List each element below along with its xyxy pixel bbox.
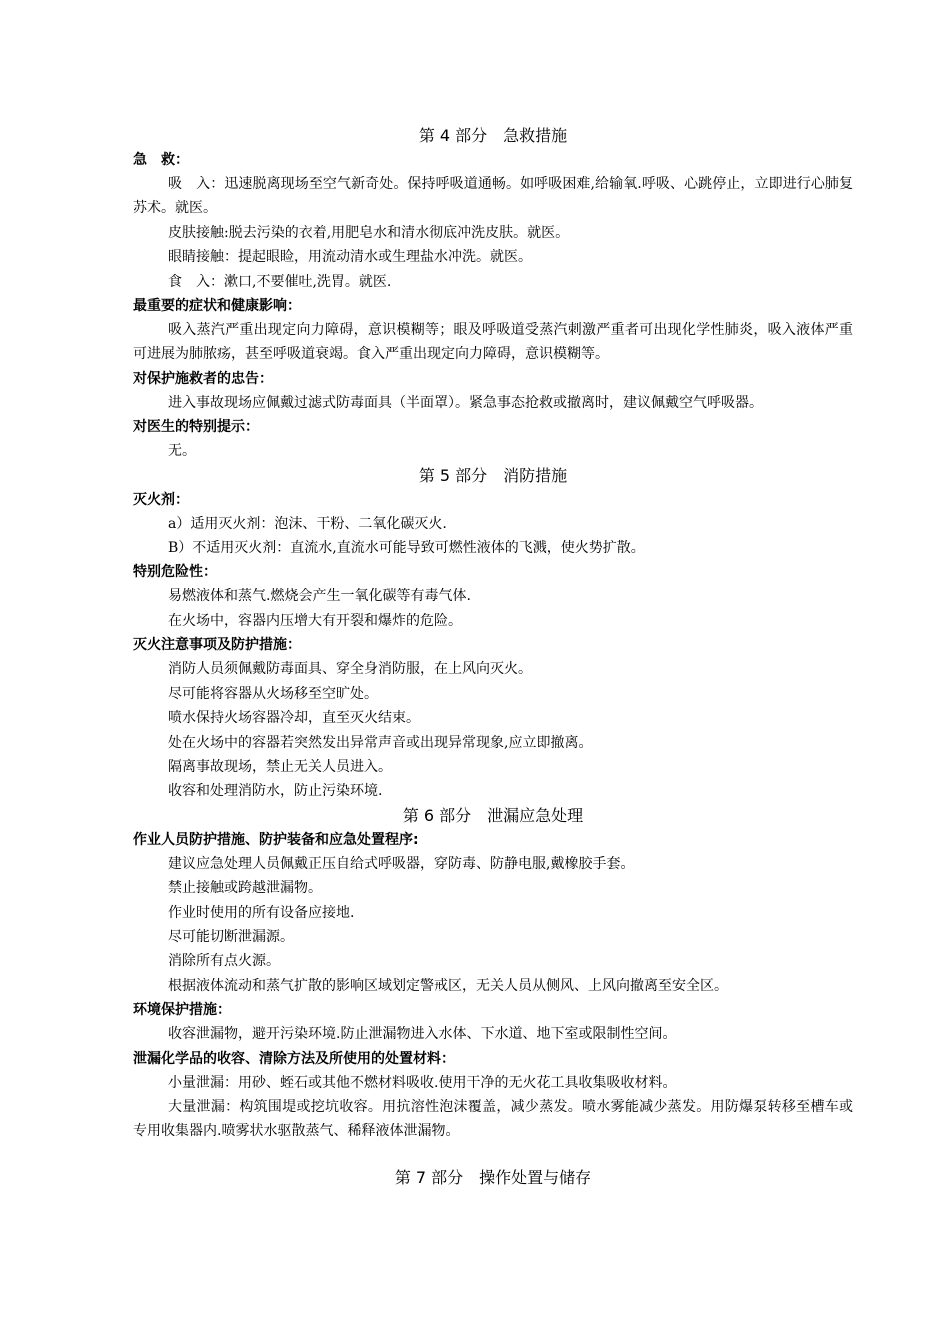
subsection-heading: 特别危险性：	[133, 564, 217, 581]
paragraph: 作业时使用的所有设备应接地.	[168, 904, 355, 921]
subsection-heading: 作业人员防护措施、防护装备和应急处置程序:	[133, 831, 419, 848]
subsection-heading: 急 救：	[133, 152, 189, 168]
paragraph: 禁止接触或跨越泄漏物。	[168, 880, 322, 897]
paragraph: 处在火场中的容器若突然发出异常声音或出现异常现象,应立即撤离。	[168, 734, 593, 751]
subsection-heading: 泄漏化学品的收容、清除方法及所使用的处置材料：	[133, 1050, 455, 1067]
paragraph: 建议应急处理人员佩戴正压自给式呼吸器，穿防毒、防静电服,戴橡胶手套。	[168, 855, 635, 872]
section-title: 第 4 部分 急救措施	[418, 126, 568, 145]
paragraph: 尽可能将容器从火场移至空旷处。	[168, 685, 378, 702]
section-title: 第 5 部分 消防措施	[418, 465, 568, 485]
paragraph: 小量泄漏：用砂、蛭石或其他不燃材料吸收.使用干净的无火花工具收集吸收材料。	[168, 1074, 677, 1091]
document-content	[133, 124, 853, 1190]
subsection-heading: 环境保护措施：	[133, 1002, 231, 1019]
paragraph: 食 入：漱口,不要催吐,洗胃。就医.	[168, 273, 392, 290]
paragraph: 大量泄漏：构筑围堤或挖坑收容。用抗溶性泡沫覆盖，减少蒸发。喷水雾能减少蒸发。用防爆泵转移至槽车或专用收集器内.喷雾状水驱散蒸气、稀释液体泄漏物。	[133, 1098, 853, 1140]
paragraph: 吸 入：迅速脱离现场至空气新奇处。保持呼吸道通畅。如呼吸困难,给输氧.呼吸、心跳停止，立即进行心肺复苏术。就医。	[133, 176, 853, 217]
paragraph: 收容泄漏物，避开污染环境.防止泄漏物进入水体、下水道、地下室或限制性空间。	[168, 1026, 677, 1043]
paragraph: 易燃液体和蒸气.燃烧会产生一氧化碳等有毒气体.	[168, 588, 471, 605]
paragraph: 消防人员须佩戴防毒面具、穿全身消防服，在上风向灭火。	[168, 661, 532, 678]
paragraph: 眼睛接触：提起眼睑，用流动清水或生理盐水冲洗。就医。	[168, 249, 532, 266]
paragraph: 根据液体流动和蒸气扩散的影响区域划定警戒区，无关人员从侧风、上风向撤离至安全区。	[168, 977, 728, 994]
paragraph: a）适用灭火剂：泡沫、干粉、二氧化碳灭火.	[168, 515, 447, 532]
paragraph: 吸入蒸汽严重出现定向力障碍，意识模糊等；眼及呼吸道受蒸汽刺激严重者可出现化学性肺炎，吸入液体严重可进展为肺脓疡，甚至呼吸道衰竭。食入严重出现定向力障碍，意识模糊等。	[133, 322, 853, 363]
section-title: 第 6 部分 泄漏应急处理	[402, 805, 584, 825]
paragraph: 喷水保持火场容器冷却，直至灭火结束。	[168, 710, 420, 727]
paragraph: 皮肤接触:脱去污染的衣着,用肥皂水和清水彻底冲洗皮肤。就医。	[168, 224, 570, 241]
paragraph: B）不适用灭火剂：直流水,直流水可能导致可燃性液体的飞溅，使火势扩散。	[168, 540, 645, 557]
paragraph: 进入事故现场应佩戴过滤式防毒面具（半面罩）。紧急事态抢救或撤离时，建议佩戴空气呼吸器。	[168, 394, 763, 411]
paragraph: 隔离事故现场，禁止无关人员进入。	[168, 758, 392, 775]
subsection-heading: 灭火注意事项及防护措施：	[133, 637, 301, 654]
paragraph: 收容和处理消防水，防止污染环境.	[168, 783, 383, 800]
paragraph: 消除所有点火源。	[168, 953, 280, 970]
paragraph: 尽可能切断泄漏源。	[168, 928, 294, 945]
subsection-heading: 对医生的特别提示：	[133, 419, 259, 436]
paragraph: 在火场中，容器内压增大有开裂和爆炸的危险。	[168, 612, 462, 629]
subsection-heading: 对保护施救者的忠告：	[133, 370, 273, 387]
paragraph: 无。	[168, 443, 196, 460]
section-title: 第 7 部分 操作处置与储存	[394, 1167, 592, 1187]
subsection-heading: 最重要的症状和健康影响：	[133, 298, 301, 315]
subsection-heading: 灭火剂：	[133, 491, 189, 508]
